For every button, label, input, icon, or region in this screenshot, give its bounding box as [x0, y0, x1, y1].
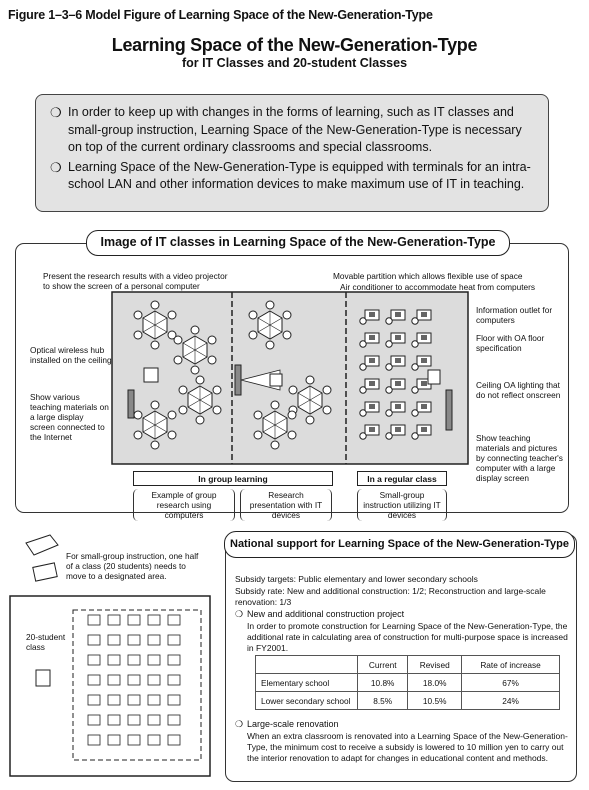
callout-lighting: Ceiling OA lighting that do not reflect onscreen: [476, 380, 561, 400]
renovation-heading-row: [235, 718, 339, 730]
caption-group-learning: In group learning: [133, 471, 333, 486]
move-arrows-illustration: [22, 533, 66, 589]
new-construction-heading: New and additional construction project: [247, 609, 405, 619]
twenty-student-class-illustration: [8, 590, 222, 780]
callout-aircon: Air conditioner to accommodate heat from computers: [340, 282, 536, 292]
table-cell: Lower secondary school: [256, 692, 358, 710]
callout-floor: Floor with OA floor specification: [476, 333, 545, 353]
table-row: [256, 692, 560, 710]
table-cell: 18.0%: [408, 674, 462, 692]
table-header-cell: Rate of increase: [462, 656, 560, 674]
intro-bullet: [50, 159, 538, 194]
callout-teacher: Show teaching materials and pictures by connecting teacher's computer with a large display screen: [476, 433, 563, 483]
table-cell: 67%: [462, 674, 560, 692]
table-cell: 10.5%: [408, 692, 462, 710]
sub-caption-small-group: Small-group instruction utilizing IT devices: [357, 489, 447, 521]
table-header-row: [256, 656, 560, 674]
bullet-icon: ❍: [235, 609, 244, 619]
callout-outlet: Information outlet for computers: [476, 305, 553, 325]
table-header-cell: [256, 656, 358, 674]
national-support-title: National support for Learning Space of the New-Generation-Type: [224, 531, 575, 558]
table-cell: 8.5%: [358, 692, 408, 710]
callout-projector: Present the research results with a video projector to show the screen of a personal computer: [43, 271, 228, 291]
renovation-body: When an extra classroom is renovated into a Learning Space of the New-Generation-Type, the minimum cost to receive a subsidy is lowered to 10 million yen to carry out the interior renovation to adapt for changes in educational content and methods.: [247, 731, 568, 763]
small-group-note: For small-group instruction, one half of a class (20 students) needs to move to a designated area.: [66, 551, 199, 581]
caption-regular-class: In a regular class: [357, 471, 447, 486]
intro-bullet-text: Learning Space of the New-Generation-Type is equipped with terminals for an intra-school LAN and other information devices to make maximum use of IT in teaching.: [68, 159, 531, 191]
subsidy-rate: Subsidy rate: New and additional construction: 1/2; Reconstruction and large-scale renovation: 1/3: [235, 586, 546, 607]
room-label: 20-student class: [26, 632, 66, 652]
new-construction-heading-row: [235, 608, 404, 620]
bullet-icon: ❍: [50, 105, 62, 120]
bullet-icon: ❍: [235, 719, 244, 729]
intro-bullet: [50, 104, 538, 157]
intro-box: [35, 94, 549, 212]
table-header-cell: Current: [358, 656, 408, 674]
callout-partition: Movable partition which allows flexible use of space: [333, 271, 523, 281]
sub-caption-group-research: Example of group research using computers: [133, 489, 235, 521]
table-cell: 10.8%: [358, 674, 408, 692]
sub-caption-presentation: Research presentation with IT devices: [240, 489, 332, 521]
table-cell: 24%: [462, 692, 560, 710]
new-construction-body: In order to promote construction for Learning Space of the New-Generation-Type, the additional rate in calculating area of construction for multi-purpose space is increased in FY2001.: [247, 621, 568, 653]
table-row: [256, 674, 560, 692]
figure-label: Figure 1–3–6 Model Figure of Learning Space of the New-Generation-Type: [8, 8, 433, 22]
table-header-cell: Revised: [408, 656, 462, 674]
renovation-heading: Large-scale renovation: [247, 719, 339, 729]
subsidy-targets: Subsidy targets: Public elementary and lower secondary schools: [235, 574, 478, 584]
table-cell: Elementary school: [256, 674, 358, 692]
section-title: Image of IT classes in Learning Space of the New-Generation-Type: [86, 230, 510, 256]
page-subtitle: for IT Classes and 20-student Classes: [181, 56, 408, 70]
callout-display: Show various teaching materials on a large display screen connected to the Internet: [30, 392, 109, 442]
intro-bullet-text: In order to keep up with changes in the forms of learning, such as IT classes and small-group instruction, Learning Space of the New-Generation-Type is necessary on top of the current ordinary classrooms and special classrooms.: [68, 105, 522, 154]
callout-wireless: Optical wireless hub installed on the ceiling: [30, 345, 112, 365]
rates-table: [255, 655, 560, 710]
page-title: Learning Space of the New-Generation-Type: [111, 35, 478, 55]
classroom-floorplan-illustration: [110, 290, 470, 468]
bullet-icon: ❍: [50, 159, 62, 175]
